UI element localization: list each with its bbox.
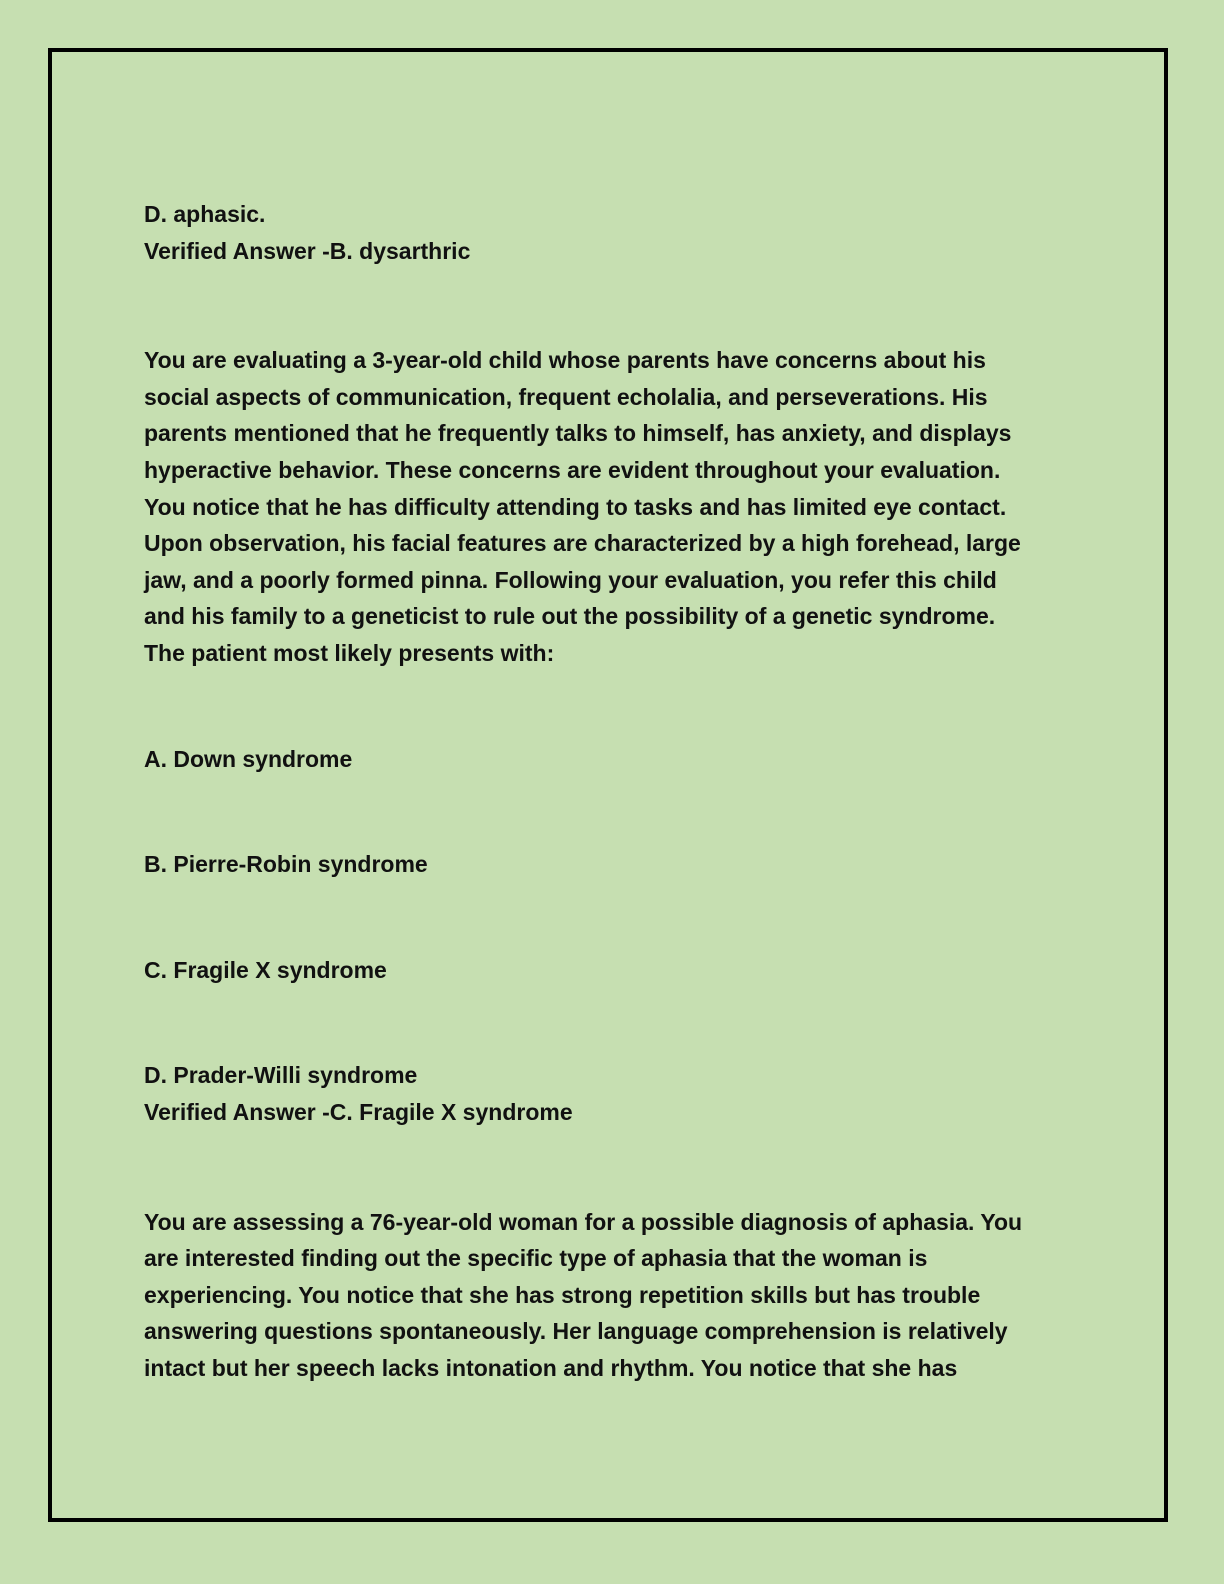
option-b: B. Pierre-Robin syndrome xyxy=(144,851,428,878)
question-3-line: experiencing. You notice that she has strong repetition skills but has trouble xyxy=(144,1281,981,1308)
question-2-line: Upon observation, his facial features are characterized by a high forehead, large xyxy=(144,530,1021,557)
option-d-aphasic: D. aphasic. xyxy=(144,201,266,227)
verified-answer-2: Verified Answer -C. Fragile X syndrome xyxy=(144,1098,573,1125)
question-3-line: answering questions spontaneously. Her language comprehension is relatively xyxy=(144,1318,1008,1345)
spacer xyxy=(144,1131,1084,1204)
spacer xyxy=(144,988,1084,1057)
question-2-line: social aspects of communication, frequent echolalia, and perseverations. His xyxy=(144,383,988,410)
question-3-line: You are assessing a 76-year-old woman for a possible diagnosis of aphasia. You xyxy=(144,1208,1023,1235)
spacer xyxy=(144,269,1084,342)
question-3-line: are interested finding out the specific type of aphasia that the woman is xyxy=(144,1245,928,1272)
question-2-line: and his family to a geneticist to rule out the possibility of a genetic syndrome. xyxy=(144,603,996,630)
question-2-stem xyxy=(144,342,1084,671)
question-2-line: The patient most likely presents with: xyxy=(144,639,555,666)
option-a: A. Down syndrome xyxy=(144,745,353,772)
question-2-line: hyperactive behavior. These concerns are evident throughout your evaluation. xyxy=(144,456,1001,483)
question-2-line: parents mentioned that he frequently talks to himself, has anxiety, and displays xyxy=(144,420,1012,447)
option-c: C. Fragile X syndrome xyxy=(144,956,387,983)
question-2-line: You are evaluating a 3-year-old child whose parents have concerns about his xyxy=(144,347,986,374)
question-2-line: jaw, and a poorly formed pinna. Following your evaluation, you refer this child xyxy=(144,566,997,593)
question-2-line: You notice that he has difficulty attending to tasks and has limited eye contact. xyxy=(144,493,1007,520)
question-3-stem xyxy=(144,1204,1084,1387)
option-d: D. Prader-Willi syndrome xyxy=(144,1062,418,1089)
question-3-line: intact but her speech lacks intonation and rhythm. You notice that she has xyxy=(144,1354,958,1381)
document-body xyxy=(144,196,1084,1386)
verified-answer-1: Verified Answer -B. dysarthric xyxy=(144,237,471,264)
spacer xyxy=(144,777,1084,846)
spacer xyxy=(144,883,1084,952)
spacer xyxy=(144,672,1084,741)
